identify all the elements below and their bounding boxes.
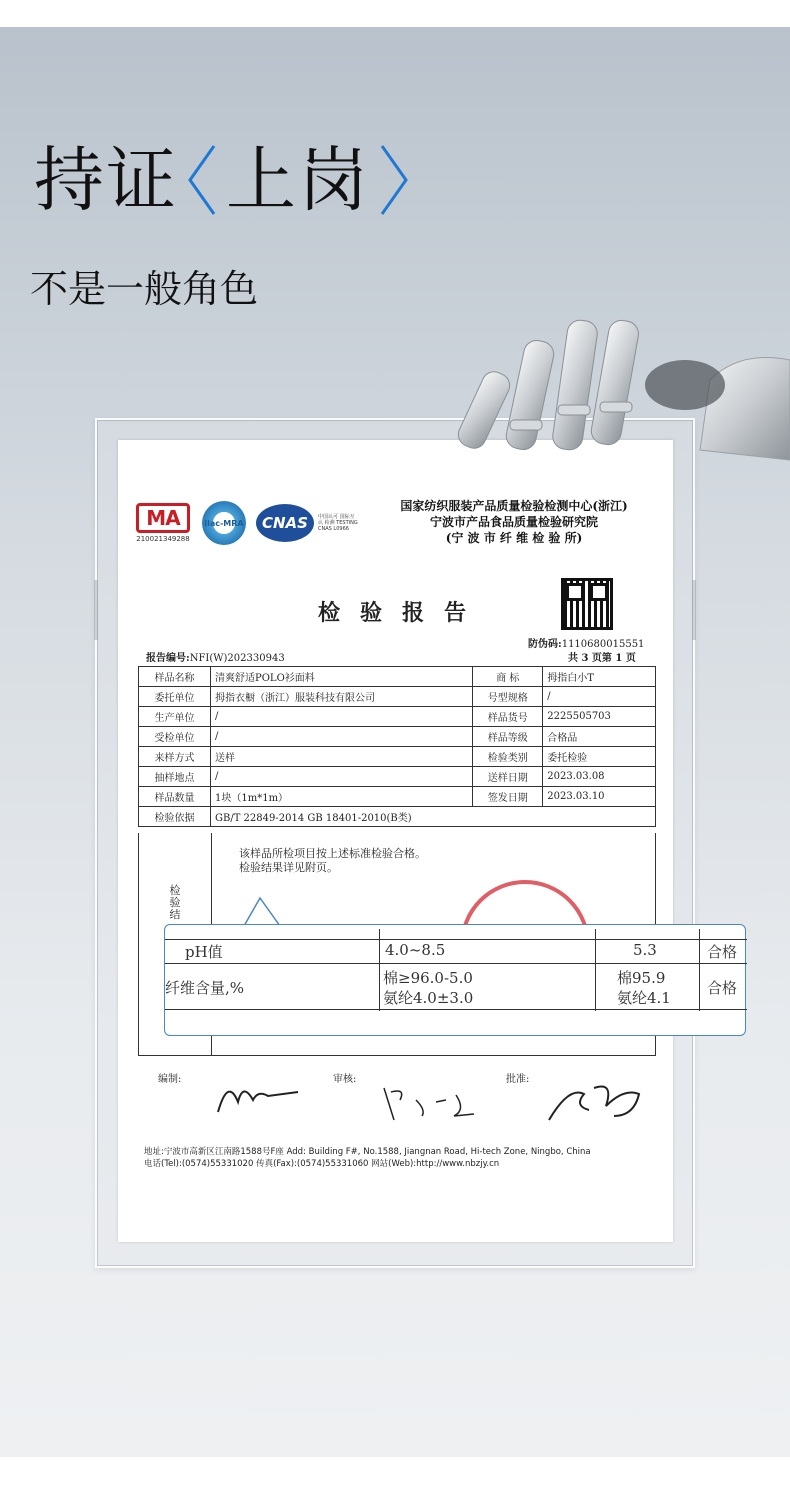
info-value: 拇指衣橱（浙江）服装科技有限公司 (211, 687, 473, 707)
reviewer-label: 审核: (333, 1074, 357, 1085)
basis-row (139, 807, 656, 827)
ph-result: 5.3 (633, 941, 657, 959)
robot-hand-illustration (440, 310, 790, 470)
info-value: / (211, 707, 473, 727)
ph-standard: 4.0~8.5 (385, 941, 446, 959)
report-number (146, 649, 285, 664)
fiber-standard-spandex: 氨纶4.0±3.0 (383, 989, 474, 1007)
frame-notch (94, 580, 98, 640)
conclusion-line: 该样品所检项目按上述标准检验合格。 (239, 847, 426, 860)
info-label: 检验类别 (473, 747, 543, 767)
basis-value: GB/T 22849-2014 GB 18401-2010(B类) (211, 807, 656, 827)
info-row (139, 667, 656, 687)
conclusion-label: 检验结 (169, 884, 181, 921)
frame-notch (692, 580, 696, 640)
report-number-value: NFI(W)202330943 (189, 653, 285, 664)
right-bracket-icon (374, 140, 414, 220)
contact-line: 电话(Tel):(0574)55331020 传真(Fax):(0574)55331060 网站(Web):http://www.nbzjy.cn (144, 1159, 500, 1169)
info-row (139, 747, 656, 767)
headline-word-2: 上岗 (226, 139, 370, 221)
fiber-standard-cotton: 棉≥96.0-5.0 (383, 969, 473, 987)
info-row (139, 687, 656, 707)
info-label: 号型规格 (473, 687, 543, 707)
info-value: 清爽舒适POLO衫面料 (211, 667, 473, 687)
info-label: 生产单位 (139, 707, 211, 727)
approver-signature (544, 1076, 654, 1126)
info-value: 委托检验 (543, 747, 656, 767)
ma-logo: MA 210021349288 (136, 503, 190, 543)
anti-fake-value: 1110680015551 (561, 639, 645, 650)
qr-code-icon (561, 578, 613, 630)
info-label: 样品等级 (473, 727, 543, 747)
info-label: 样品货号 (473, 707, 543, 727)
institution-name (374, 498, 654, 546)
fiber-result-spandex: 氨纶4.1 (617, 989, 671, 1007)
cnas-logo: CNAS (256, 504, 314, 542)
report-info-table (138, 666, 656, 827)
info-value: / (211, 727, 473, 747)
institution-line: 国家纺织服装产品质量检验检测中心(浙江) (400, 499, 628, 513)
cnas-caption: 中国认可 国际互认 检测 TESTING CNAS L0966 (318, 514, 358, 532)
info-value: / (211, 767, 473, 787)
info-label: 商 标 (473, 667, 543, 687)
institution-line: 宁波市产品食品质量检验研究院 (429, 515, 598, 529)
conclusion-text (239, 847, 426, 875)
info-label: 来样方式 (139, 747, 211, 767)
info-label: 受检单位 (139, 727, 211, 747)
info-value: 2023.03.08 (543, 767, 656, 787)
bottom-strip (0, 1457, 790, 1492)
institution-line: (宁 波 市 纤 维 检 验 所) (445, 531, 583, 545)
certification-logos (136, 498, 358, 548)
info-value: 2023.03.10 (543, 787, 656, 807)
info-value: / (543, 687, 656, 707)
magnified-result-callout (164, 924, 746, 1036)
info-value: 2225505703 (543, 707, 656, 727)
report-footer (144, 1146, 664, 1170)
fiber-verdict: 合格 (707, 979, 738, 997)
page-count: 共 3 页第 1 页 (568, 653, 636, 664)
info-label: 委托单位 (139, 687, 211, 707)
anti-fake-code (528, 635, 644, 650)
report-title: 检验报告 (318, 600, 487, 626)
info-value: 1块（1m*1m） (211, 787, 473, 807)
basis-label: 检验依据 (139, 807, 211, 827)
headline-word-1: 持证 (34, 139, 178, 221)
info-value: 合格品 (543, 727, 656, 747)
info-row (139, 727, 656, 747)
left-bracket-icon (182, 140, 222, 220)
ma-number: 210021349288 (136, 535, 190, 543)
report-number-label: 报告编号: (146, 653, 190, 664)
headline (30, 140, 414, 220)
ilac-logo: ilac-MRA (202, 501, 246, 545)
editor-label: 编制: (158, 1074, 182, 1085)
fiber-result-cotton: 棉95.9 (617, 969, 666, 987)
info-label: 送样日期 (473, 767, 543, 787)
inspection-report (118, 440, 673, 1242)
reviewer-signature (376, 1080, 476, 1125)
subline: 不是一般角色 (30, 267, 259, 311)
fiber-item: 纤维含量,% (165, 979, 245, 997)
ph-item: pH值 (185, 943, 223, 961)
info-label: 样品数量 (139, 787, 211, 807)
info-row (139, 787, 656, 807)
info-label: 样品名称 (139, 667, 211, 687)
top-strip (0, 0, 790, 27)
ph-verdict: 合格 (707, 943, 738, 961)
anti-fake-label: 防伪码: (528, 639, 562, 650)
approver-label: 批准: (506, 1074, 530, 1085)
address-line: 地址:宁波市高新区江南路1588号F座 Add: Building F#, No.1588, Jiangnan Road, Hi-tech Zone, Ningbo, China (144, 1147, 591, 1157)
info-label: 签发日期 (473, 787, 543, 807)
info-value: 送样 (211, 747, 473, 767)
info-value: 拇指白小T (543, 667, 656, 687)
conclusion-line: 检验结果详见附页。 (239, 861, 338, 874)
info-row (139, 767, 656, 787)
editor-signature (198, 1072, 308, 1122)
info-row (139, 707, 656, 727)
info-label: 抽样地点 (139, 767, 211, 787)
